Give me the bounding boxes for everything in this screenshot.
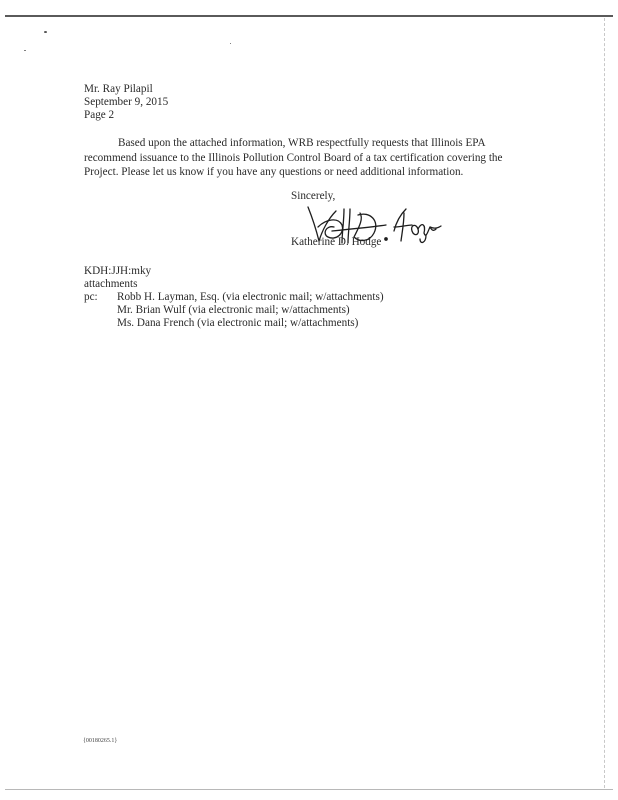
top-scan-border: [5, 15, 613, 17]
closing: Sincerely,: [291, 190, 336, 202]
document-number: {00180265.1}: [83, 738, 118, 744]
cc-recipient: Robb H. Layman, Esq. (via electronic mail; w/attachments): [117, 291, 384, 303]
cc-label: pc:: [84, 291, 98, 303]
scan-speck: [44, 31, 47, 33]
bottom-scan-border: [5, 789, 613, 790]
scan-speck: [230, 43, 231, 44]
letter-date: September 9, 2015: [84, 96, 169, 108]
signer-name: Katherine D. Hodge: [291, 236, 382, 248]
body-line: Project. Please let us know if you have any questions or need additional information.: [84, 166, 464, 178]
reference-initials: KDH:JJH:mky: [84, 265, 152, 277]
page-number: Page 2: [84, 109, 115, 121]
body-line: recommend issuance to the Illinois Pollution Control Board of a tax certification covering the: [84, 151, 503, 164]
right-scan-edge: [604, 18, 606, 788]
enclosure-note: attachments: [84, 278, 138, 290]
cc-recipient: Mr. Brian Wulf (via electronic mail; w/attachments): [117, 304, 350, 316]
body-line: Based upon the attached information, WRB respectfully requests that Illinois EPA: [118, 137, 486, 149]
scan-speck: [24, 50, 26, 51]
cc-recipient: Ms. Dana French (via electronic mail; w/attachments): [117, 317, 359, 329]
body-paragraph: [84, 136, 503, 180]
recipient-name: Mr. Ray Pilapil: [84, 83, 153, 95]
